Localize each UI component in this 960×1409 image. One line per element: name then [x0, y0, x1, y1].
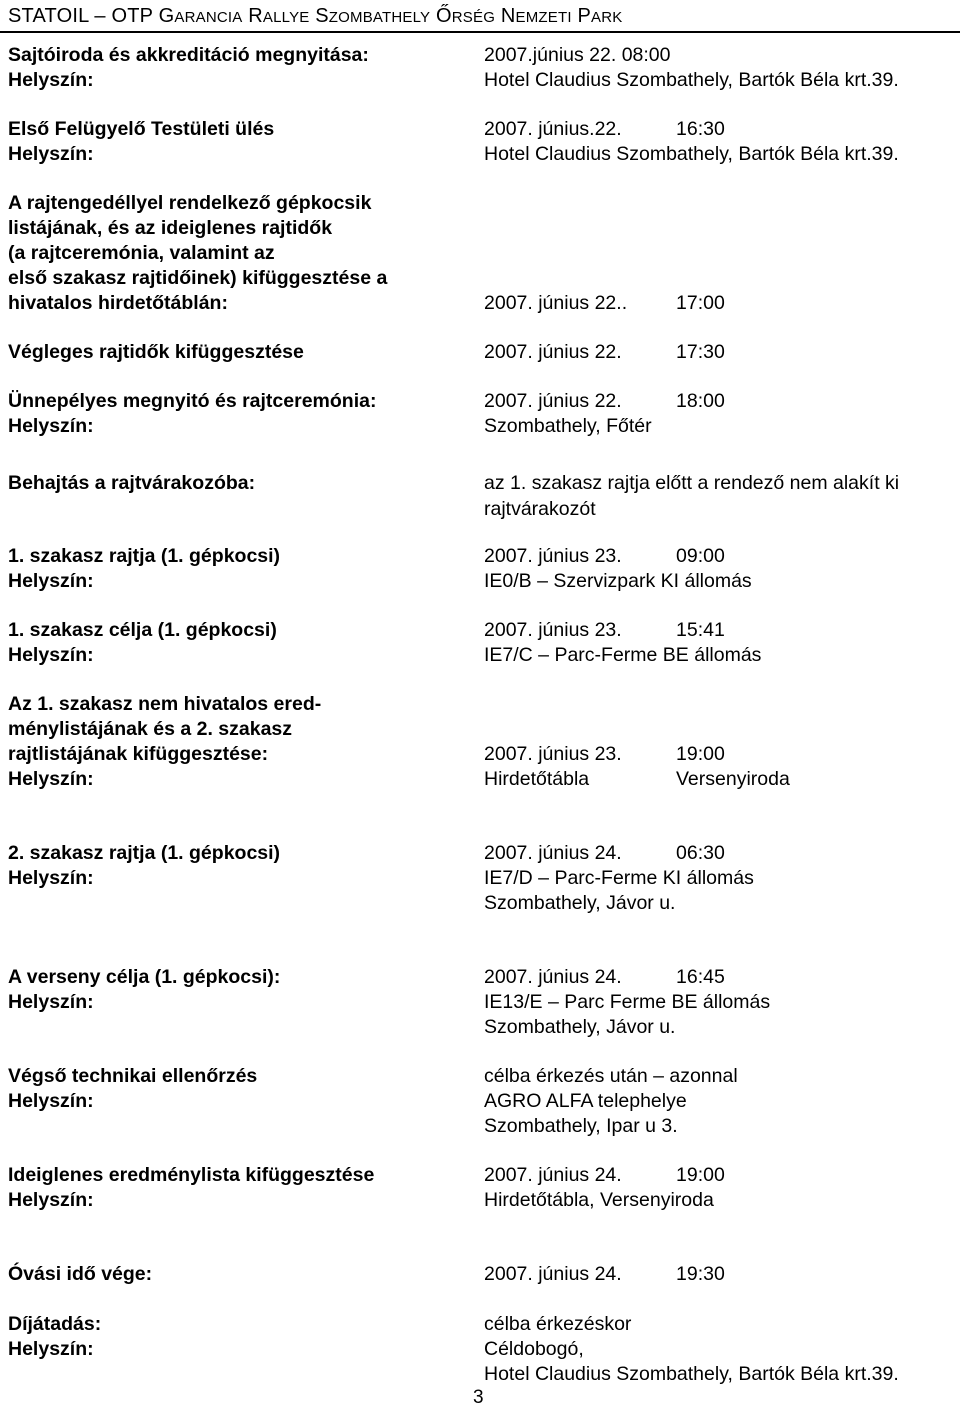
item-time: 19:00	[676, 1164, 725, 1186]
item-value: IE0/B – Szervizpark KI állomás	[484, 570, 752, 592]
item-time: 17:30	[676, 341, 725, 363]
schedule-line	[0, 618, 960, 643]
header-text-part: R	[242, 5, 263, 27]
item-label: rajtlistájának kifüggesztése:	[8, 743, 269, 765]
schedule-line	[0, 117, 960, 142]
item-time: 19:00	[676, 743, 725, 765]
page-number: 3	[473, 1387, 484, 1408]
item-value: 2007. június 24.	[484, 966, 622, 988]
item-time: 15:41	[676, 619, 725, 641]
item-label: Helyszín:	[8, 1189, 94, 1211]
item-label: A verseny célja (1. gépkocsi):	[8, 966, 281, 988]
item-time: 19:30	[676, 1263, 725, 1285]
item-label: Helyszín:	[8, 415, 94, 437]
item-label: (a rajtceremónia, valamint az	[8, 242, 275, 264]
item-label: Helyszín:	[8, 1338, 94, 1360]
item-label: Ideiglenes eredménylista kifüggesztése	[8, 1164, 375, 1186]
schedule-line	[0, 1114, 960, 1139]
item-value: 2007. június 22..	[484, 292, 628, 314]
item-time: 16:30	[676, 118, 725, 140]
header-text-part: ALLYE	[262, 9, 310, 26]
item-value: IE7/D – Parc-Ferme KI állomás	[484, 867, 754, 889]
item-label: Helyszín:	[8, 768, 94, 790]
item-label: 2. szakasz rajtja (1. gépkocsi)	[8, 842, 281, 864]
item-value: 2007. június 23.	[484, 743, 622, 765]
header-text-part: RSÉG	[451, 9, 496, 26]
item-value: rajtvárakozót	[484, 498, 596, 520]
schedule-line	[0, 544, 960, 569]
header-text-part: ZOMBATHELY	[328, 9, 431, 26]
item-value: 2007. június 23.	[484, 545, 622, 567]
item-value: 2007. június 23.	[484, 619, 622, 641]
header-rule	[0, 31, 960, 33]
item-label: Díjátadás:	[8, 1313, 102, 1335]
item-time: 17:00	[676, 292, 725, 314]
schedule-line	[0, 692, 960, 717]
item-value: 2007. június 24.	[484, 1164, 622, 1186]
item-time: 18:00	[676, 390, 725, 412]
item-label: listájának, és az ideiglenes rajtidők	[8, 217, 333, 239]
schedule-line	[0, 990, 960, 1015]
item-value: 2007. június 24.	[484, 1263, 622, 1285]
schedule-line	[0, 389, 960, 414]
item-label: Ünnepélyes megnyitó és rajtceremónia:	[8, 390, 377, 412]
schedule-line	[0, 643, 960, 668]
item-label: Az 1. szakasz nem hivatalos ered-	[8, 693, 322, 715]
item-value: az 1. szakasz rajtja előtt a rendező nem alakít ki	[484, 472, 900, 494]
item-value: Szombathely, Főtér	[484, 415, 652, 437]
item-label: Első Felügyelő Testületi ülés	[8, 118, 275, 140]
header-text-part: N	[495, 5, 516, 27]
schedule-line	[0, 1064, 960, 1089]
item-value: Hotel Claudius Szombathely, Bartók Béla krt.39.	[484, 1363, 899, 1385]
item-value: IE13/E – Parc Ferme BE állomás	[484, 991, 771, 1013]
item-label: ménylistájának és a 2. szakasz	[8, 718, 293, 740]
item-value: 2007. június.22.	[484, 118, 622, 140]
item-label: Helyszín:	[8, 1090, 94, 1112]
item-label: első szakasz rajtidőinek) kifüggesztése a	[8, 267, 388, 289]
schedule-line	[0, 241, 960, 266]
schedule-line	[0, 965, 960, 990]
schedule-line	[0, 1089, 960, 1114]
schedule-line	[0, 891, 960, 916]
item-label: 1. szakasz rajtja (1. gépkocsi)	[8, 545, 281, 567]
item-value: 2007. június 24.	[484, 842, 622, 864]
item-label: Végső technikai ellenőrzés	[8, 1065, 258, 1087]
schedule-line	[0, 717, 960, 742]
item-label: Helyszín:	[8, 644, 94, 666]
schedule-line	[0, 1015, 960, 1040]
schedule-line	[0, 266, 960, 291]
item-label: Óvási idő vége:	[8, 1263, 153, 1285]
schedule-line	[0, 291, 960, 316]
item-value: Hotel Claudius Szombathely, Bartók Béla krt.39.	[484, 69, 899, 91]
schedule-line	[0, 866, 960, 891]
item-label: Helyszín:	[8, 991, 94, 1013]
item-value: Céldobogó,	[484, 1338, 584, 1360]
item-value: Szombathely, Jávor u.	[484, 1016, 676, 1038]
item-label: Sajtóiroda és akkreditáció megnyitása:	[8, 44, 369, 66]
schedule-line	[0, 1163, 960, 1188]
schedule-line	[0, 841, 960, 866]
item-label: 1. szakasz célja (1. gépkocsi)	[8, 619, 277, 641]
item-value: 2007. június 22.	[484, 390, 622, 412]
item-time: 06:30	[676, 842, 725, 864]
item-value: célba érkezéskor	[484, 1313, 632, 1335]
item-value: célba érkezés után – azonnal	[484, 1065, 738, 1087]
schedule-line	[0, 569, 960, 594]
schedule-line	[0, 497, 960, 522]
schedule-line	[0, 414, 960, 439]
item-value: Hotel Claudius Szombathely, Bartók Béla krt.39.	[484, 143, 899, 165]
item-label: Helyszín:	[8, 867, 94, 889]
schedule-line	[0, 1362, 960, 1387]
item-value: 2007.június 22. 08:00	[484, 44, 671, 66]
header-text-part: STATOIL – OTP G	[8, 5, 175, 27]
schedule-line	[0, 340, 960, 365]
schedule-line	[0, 1262, 960, 1287]
item-value: Hirdetőtábla, Versenyiroda	[484, 1189, 714, 1211]
item-value: AGRO ALFA telephelye	[484, 1090, 687, 1112]
header-text-part: Ő	[430, 5, 452, 27]
schedule-line	[0, 43, 960, 68]
item-value: Hirdetőtábla	[484, 768, 590, 790]
schedule-line	[0, 471, 960, 496]
item-time: Versenyiroda	[676, 768, 790, 790]
header-text-part: ARK	[590, 9, 623, 26]
schedule-line	[0, 767, 960, 792]
item-label: Végleges rajtidők kifüggesztése	[8, 341, 304, 363]
item-label: Helyszín:	[8, 69, 94, 91]
item-value: Szombathely, Jávor u.	[484, 892, 676, 914]
item-label: Helyszín:	[8, 570, 94, 592]
schedule-line	[0, 142, 960, 167]
item-label: Behajtás a rajtvárakozóba:	[8, 472, 256, 494]
header-text-part: P	[571, 5, 591, 27]
schedule-line	[0, 68, 960, 93]
schedule-line	[0, 1188, 960, 1213]
schedule-line	[0, 216, 960, 241]
schedule-line	[0, 1337, 960, 1362]
schedule-line	[0, 742, 960, 767]
schedule-line	[0, 1312, 960, 1337]
item-value: 2007. június 22.	[484, 341, 622, 363]
item-label: Helyszín:	[8, 143, 94, 165]
header-text-part: S	[309, 5, 329, 27]
item-value: Szombathely, Ipar u 3.	[484, 1115, 678, 1137]
item-value: IE7/C – Parc-Ferme BE állomás	[484, 644, 762, 666]
header-text-part: ARANCIA	[174, 9, 243, 26]
header-text-part: EMZETI	[515, 9, 572, 26]
item-time: 09:00	[676, 545, 725, 567]
item-label: hivatalos hirdetőtáblán:	[8, 292, 228, 314]
item-time: 16:45	[676, 966, 725, 988]
item-label: A rajtengedéllyel rendelkező gépkocsik	[8, 192, 372, 214]
running-header	[8, 3, 952, 34]
schedule-line	[0, 191, 960, 216]
